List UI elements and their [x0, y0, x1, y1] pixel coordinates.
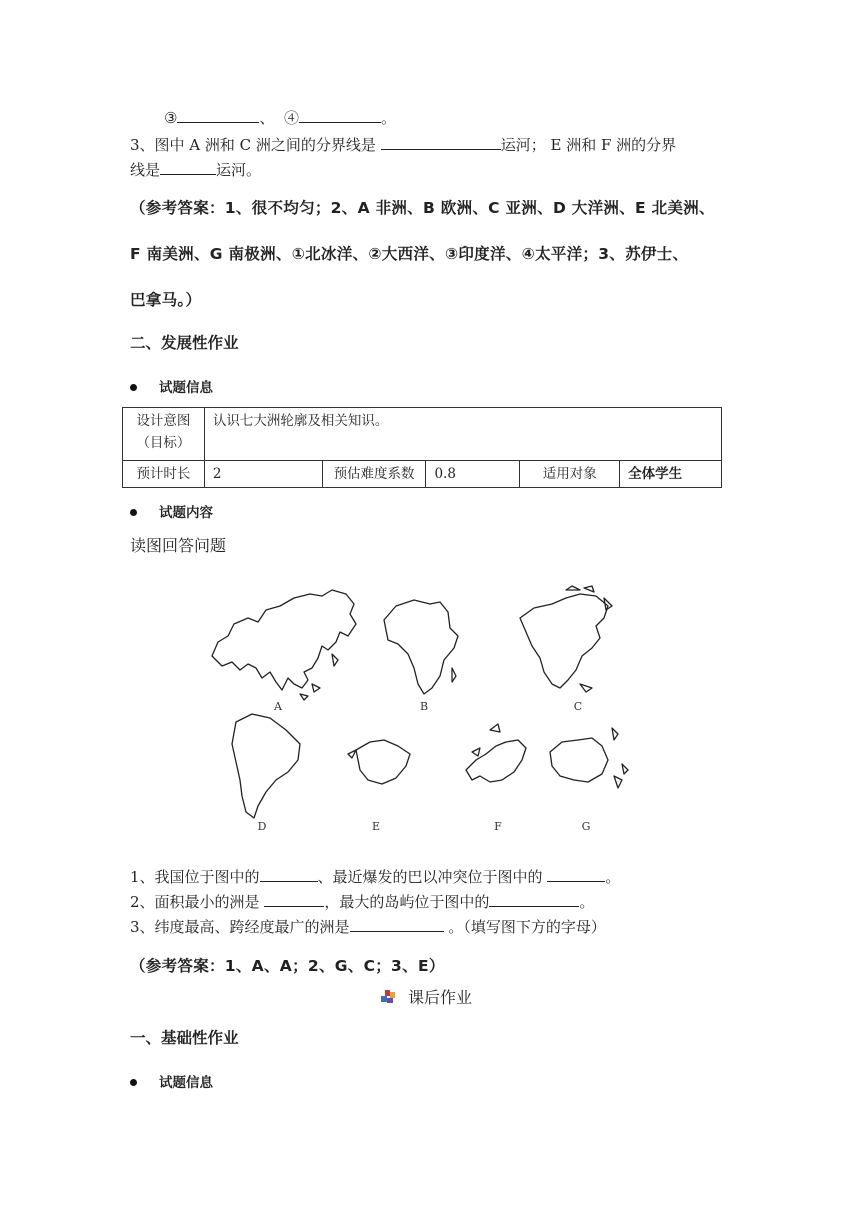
circle-4: ④ — [284, 109, 300, 127]
blank-canal-1 — [381, 133, 501, 150]
separator: 、 — [259, 109, 275, 127]
time-label-cell: 预计时长 — [123, 461, 205, 488]
section-heading-development: 二、发展性作业 — [130, 334, 239, 352]
answer-line-3: 巴拿马。） — [130, 291, 202, 309]
question-3-canal-cont: 线是 运河。 — [130, 158, 261, 181]
target-label-cell: 适用对象 — [520, 461, 620, 488]
target-value-cell: 全体学生 — [620, 461, 722, 488]
answer-line-2: F 南美洲、G 南极洲、①北冰洋、②大西洋、③印度洋、④太平洋；3、苏伊士、 — [130, 245, 689, 263]
blank-4 — [299, 106, 381, 123]
blank-q1-1 — [260, 865, 318, 882]
bullet-content: 试题内容 — [130, 501, 213, 521]
map-label-g: G — [581, 820, 591, 833]
section-heading-basic: 一、基础性作业 — [130, 1029, 239, 1047]
blank-q1-2 — [547, 865, 605, 882]
bullet-info-2: 试题信息 — [130, 1071, 213, 1091]
bullet-info: 试题信息 — [130, 376, 213, 396]
bullet-dot-icon — [130, 509, 137, 516]
continent-g-oceania — [550, 738, 608, 782]
time-value-cell: 2 — [204, 461, 322, 488]
map-label-d: D — [257, 820, 267, 833]
answer-2: （参考答案：1、A、A；2、G、C；3、E） — [130, 957, 445, 975]
continent-b-africa — [384, 600, 458, 694]
continent-a-asia — [212, 590, 356, 690]
circle-3: ③ — [164, 109, 178, 127]
map-label-b: B — [419, 700, 429, 713]
question-3-canal: 3、图中 A 洲和 C 洲之间的分界线是 运河； E 洲和 F 洲的分界 — [130, 133, 676, 156]
continent-f-europe — [466, 740, 526, 782]
read-map-prompt: 读图回答问题 — [130, 536, 227, 555]
bullet-dot-icon — [130, 384, 137, 391]
blank-line-3-4 — [164, 106, 396, 129]
bullet-dot-icon — [130, 1079, 137, 1086]
difficulty-value-cell: 0.8 — [426, 461, 520, 488]
map-label-a: A — [274, 700, 282, 713]
period: 。 — [381, 109, 397, 127]
answer-line-1: （参考答案：1、很不均匀；2、A 非洲、B 欧洲、C 亚洲、D 大洋洲、E 北美洲、 — [130, 199, 715, 217]
info-table — [122, 407, 722, 488]
design-label-cell: 设计意图 （目标） — [123, 408, 205, 461]
question-1: 1、我国位于图中的 、最近爆发的巴以冲突位于图中的 。 — [130, 865, 620, 888]
question-3: 3、纬度最高、跨经度最广的洲是 。（填写图下方的字母） — [130, 915, 606, 938]
homework-icon — [380, 989, 398, 1005]
continent-e-antarctica — [356, 740, 410, 784]
map-label-e: E — [371, 820, 381, 833]
design-value-cell: 认识七大洲轮廓及相关知识。 — [204, 408, 721, 461]
continent-c-north-america — [520, 594, 608, 688]
continent-d-south-america — [232, 714, 300, 818]
after-class-title: 课后作业 — [380, 987, 472, 1009]
blank-q2-1 — [264, 890, 324, 907]
question-2: 2、面积最小的洲是 ，最大的岛屿位于图中的 。 — [130, 890, 594, 913]
map-label-f: F — [494, 820, 502, 833]
blank-3 — [177, 106, 259, 123]
difficulty-label-cell: 预估难度系数 — [322, 461, 426, 488]
continents-figure — [200, 584, 650, 840]
blank-canal-2 — [160, 158, 216, 175]
blank-q3 — [350, 915, 444, 932]
map-label-c: C — [573, 700, 583, 713]
blank-q2-2 — [489, 890, 579, 907]
